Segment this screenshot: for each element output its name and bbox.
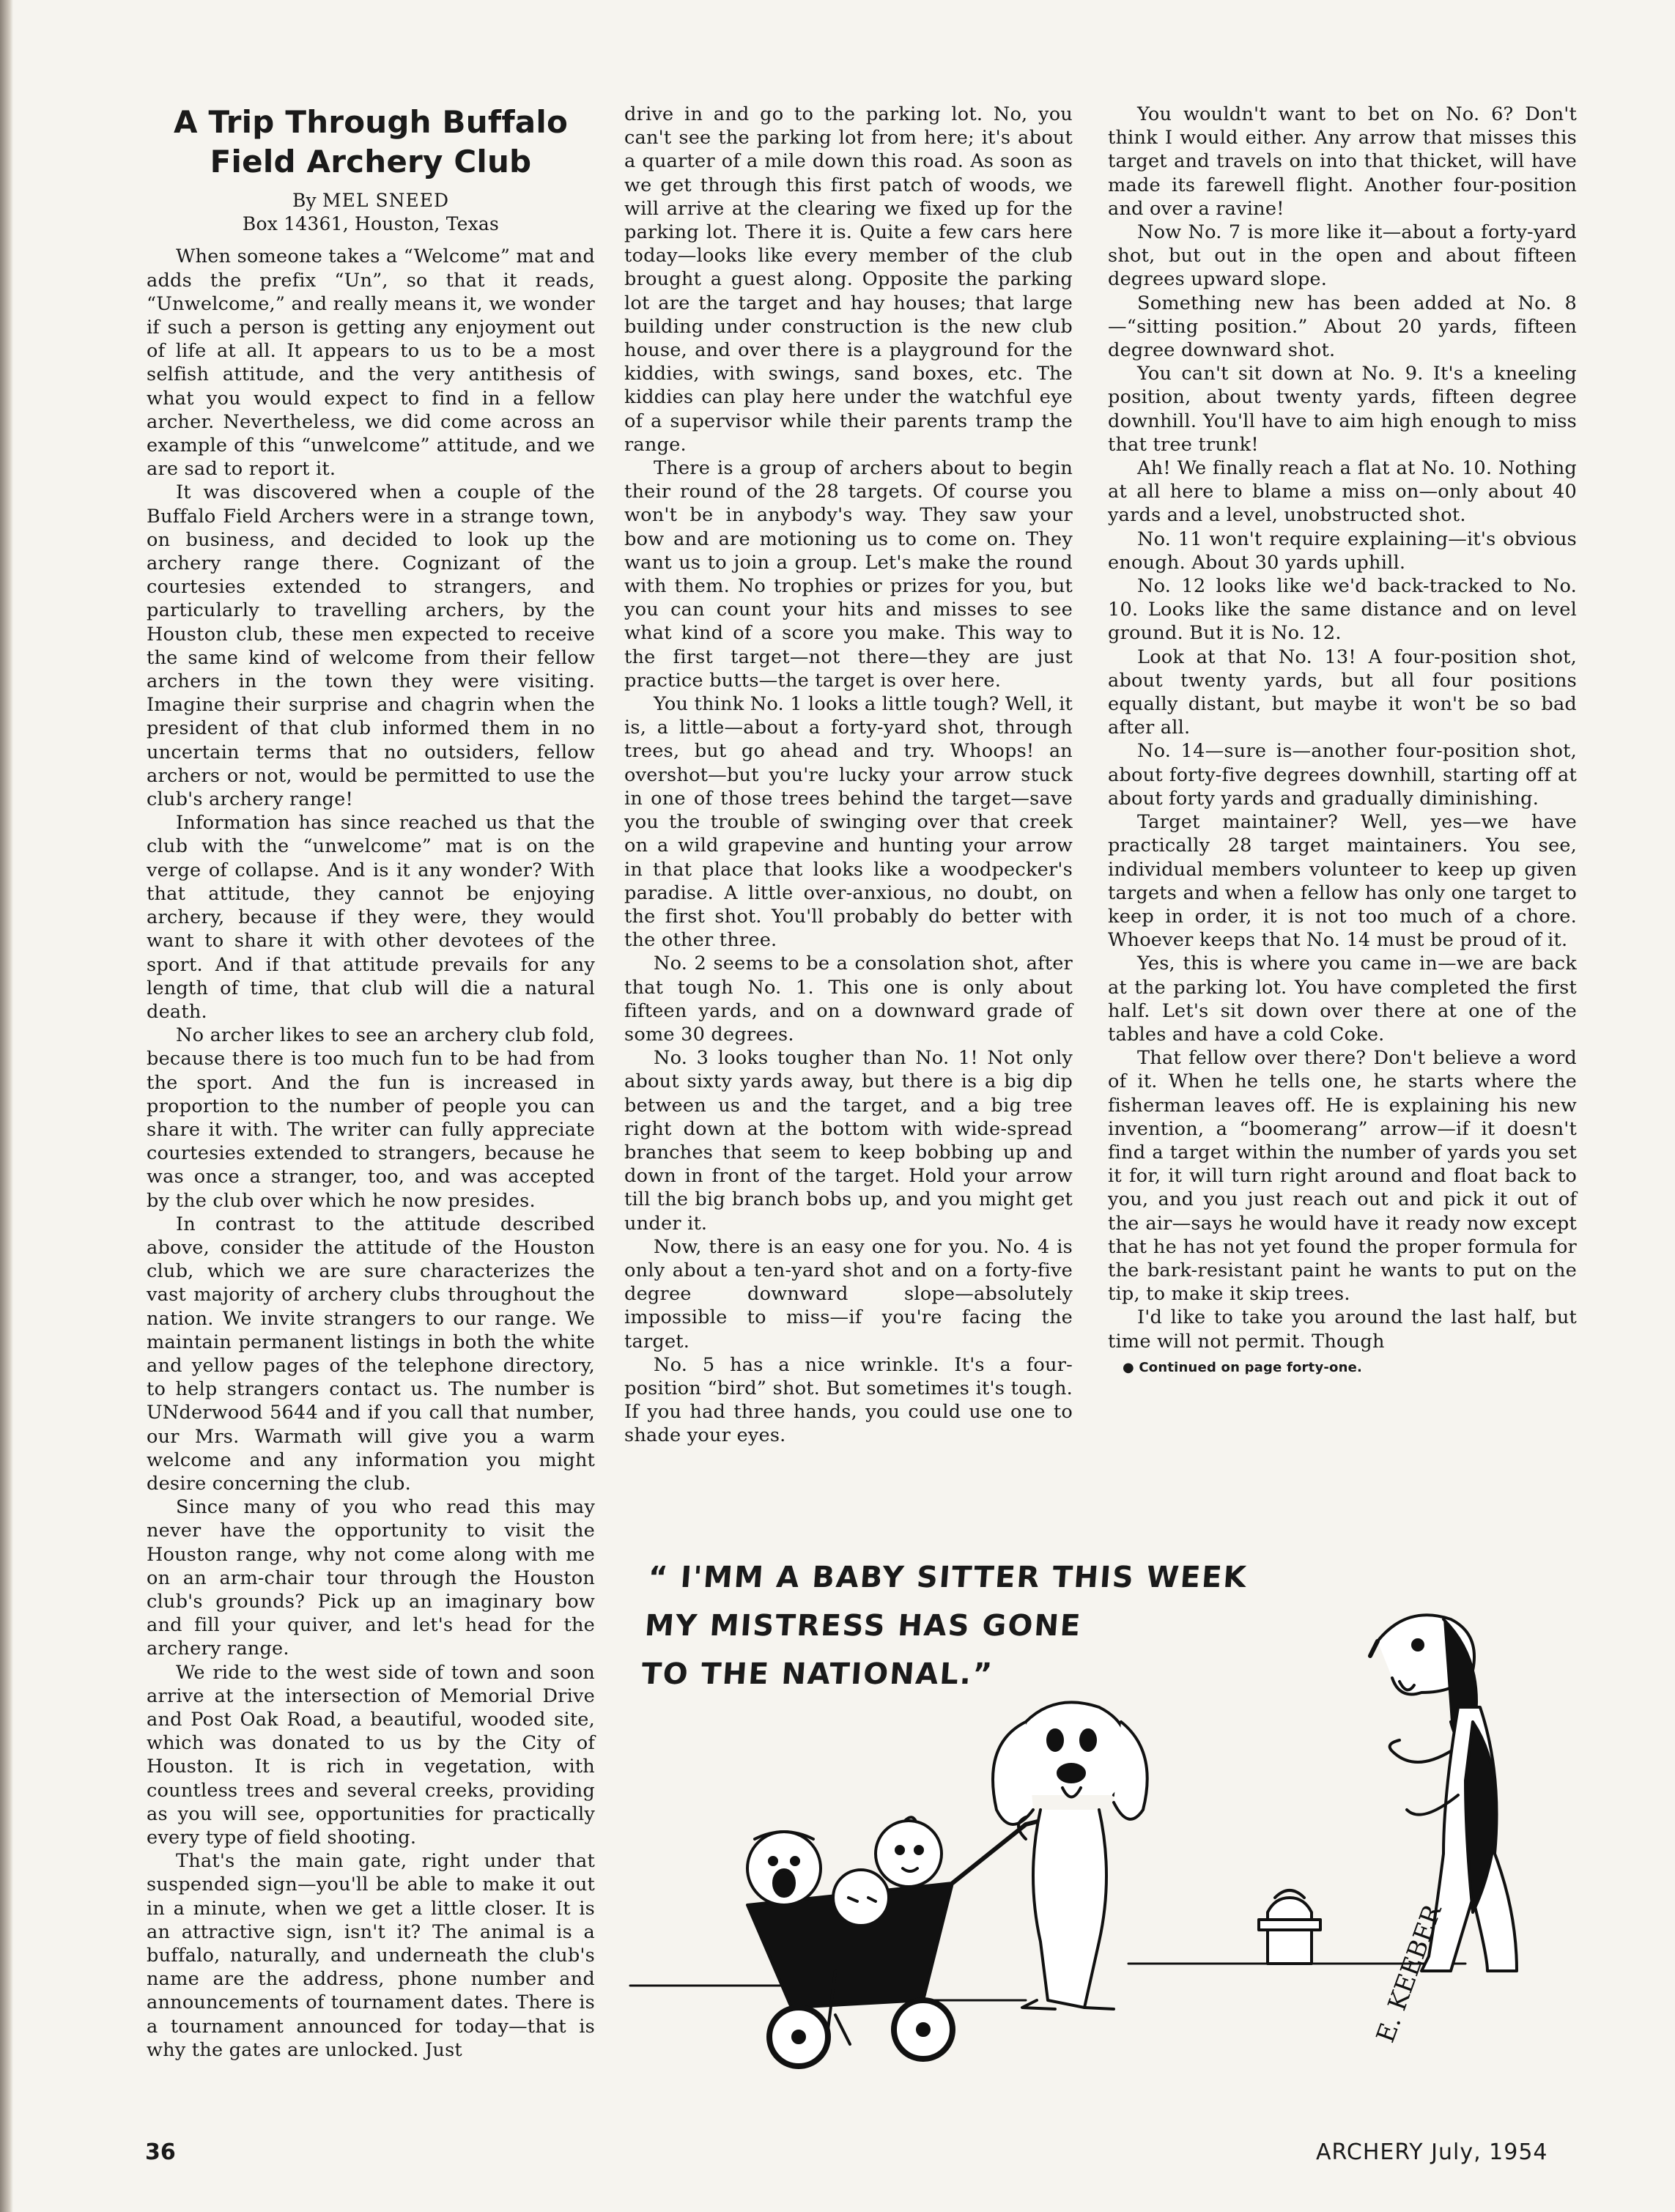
paragraph: No archer likes to see an archery club fold, because there is too much fun to be had from the sport. And the fun is increased in proportion to the number of people you can share it with. The writer can fully appreciate courtesies extended to strangers, because he was once a stranger, too, and was accepted by the club over which he now presides. (147, 1024, 595, 1212)
paragraph: In contrast to the attitude described above, consider the attitude of the Houston club, which we are sure characterizes the vast majority of archery clubs throughout the nation. We invite strangers to our range. We maintain permanent listings in both the white and yellow pages of the telephone directory, to help strangers contact us. The number is UNderwood 5644 and if you call that number, our Mrs. Warmath will give you a warm welcome and any information you might desire concerning the club. (147, 1213, 595, 1495)
paragraph: No. 11 won't require explaining—it's obvious enough. About 30 yards uphill. (1108, 528, 1577, 574)
paragraph: That's the main gate, right under that suspended sign—you'll be able to make it out in a minute, when we get a little closer. It is an attractive sign, isn't it? The animal is a buffalo, naturally, and underneath the club's name are the address, phone number and announcements of tournament dates. There is a tournament announced for today—that is why the gates are unlocked. Just (147, 1850, 595, 2061)
author-name: MEL SNEED (322, 190, 449, 211)
paragraph: You can't sit down at No. 9. It's a kneeling position, about twenty yards, fifteen degree downhill. You'll have to aim high enough to miss that tree trunk! (1108, 363, 1577, 456)
byline-prefix: By (292, 190, 317, 211)
paragraph: We ride to the west side of town and soon arrive at the intersection of Memorial Drive and Post Oak Road, a beautiful, wooded site, which was donated to us by the City of Houston. It is rich in vegetation, with countless trees and several creeks, providing as you will see, opportunities for practically every type of field shooting. (147, 1661, 595, 1849)
binding-shadow (0, 0, 13, 2212)
paragraph: Ah! We finally reach a flat at No. 10. Nothing at all here to blame a miss on—only about 40 yards and a level, unobstructed shot. (1108, 457, 1577, 527)
cartoon-caption: “ I'MM A BABY SITTER THIS WEEK MY MISTRESS HAS GONE TO THE NATIONAL.” (640, 1561, 1249, 1691)
paragraph: drive in and go to the parking lot. No, you can't see the parking lot from here; it's about a quarter of a mile down this road. As soon as we get through this first patch of woods, we will arrive at the clearing we fixed up for the parking lot. There it is. Quite a few cars here today—looks like every member of the club brought a guest along. Opposite the parking lot are the target and hay houses; that large building under construction is the new club house, and over there is a playground for the kiddies, with swings, sand boxes, etc. The kiddies can play here under the watchful eye of a supervisor while their parents tramp the range. (624, 103, 1073, 456)
article-column-2 (624, 103, 1073, 1448)
paragraph: No. 12 looks like we'd back-tracked to No. 10. Looks like the same distance and on level ground. But it is No. 12. (1108, 575, 1577, 645)
paragraph: That fellow over there? Don't believe a word of it. When he tells one, he starts where the fisherman leaves off. He is explaining his new invention, a “boomerang” arrow—if it doesn't find a target within the number of yards you set it for, it will turn right around and float back to you, and you just reach out and pick it out of the air—says he would have it ready now except that he has not yet found the proper formula for the bark-resistant paint he wants to put on the tip, to make it skip trees. (1108, 1047, 1577, 1306)
continued-note: ● Continued on page forty-one. (1123, 1359, 1363, 1375)
cartoon-illustration (615, 1531, 1583, 2088)
paragraph: No. 14—sure is—another four-position shot, about forty-five degrees downhill, starting off at about forty yards and gradually diminishing. (1108, 740, 1577, 810)
paragraph: No. 2 seems to be a consolation shot, after that tough No. 1. This one is only about fifteen yards, and on a downward grade of some 30 degrees. (624, 953, 1073, 1046)
paragraph: Target maintainer? Well, yes—we have practically 28 target maintainers. You see, individual members volunteer to keep up given targets and when a fellow has only one target to keep in order, it is not too much of a chore. Whoever keeps that No. 14 must be proud of it. (1108, 811, 1577, 952)
page-number: 36 (145, 2139, 176, 2165)
paragraph: Since many of you who read this may never have the opportunity to visit the Houston range, why not come along with me on an arm-chair tour through the Houston club's grounds? Pick up an imaginary bow and fill your quiver, and let's head for the archery range. (147, 1496, 595, 1660)
spaniel-dog (993, 1702, 1147, 2009)
paragraph: No. 3 looks tougher than No. 1! Not only about sixty yards away, but there is a big dip between us and the target, and a big tree right down at the bottom with wide-spread branches that seem to keep bobbing up and down in front of the target. Hold your arrow till the big branch bobs up, and you might get under it. (624, 1047, 1073, 1235)
paragraph: There is a group of archers about to begin their round of the 28 targets. Of course you won't be in anybody's way. They saw your bow and are motioning us to come on. They want us to join a group. Let's make the round with them. No trophies or prizes for you, but you can count your hits and misses to see what kind of a score you make. This way to the first target—not there—they are just practice butts—the target is over here. (624, 457, 1073, 692)
author-address: Box 14361, Houston, Texas (242, 213, 500, 235)
paragraph: Now, there is an easy one for you. No. 4 is only about a ten-yard shot and on a forty-five degree downward slope—absolutely impossible to miss—if you're facing the target. (624, 1235, 1073, 1353)
paragraph: Something new has been added at No. 8—“sitting position.” About 20 yards, fifteen degree downward shot. (1108, 292, 1577, 362)
article-column-3 (1108, 103, 1577, 1380)
paragraph: Information has since reached us that the club with the “unwelcome” mat is on the verge of collapse. And is it any wonder? With that attitude, they cannot be enjoying archery, because if they were, they would want to share it with other devotees of the sport. And if that attitude prevails for any length of time, that club will die a natural death. (147, 812, 595, 1023)
paragraph: No. 5 has a nice wrinkle. It's a four-position “bird” shot. But sometimes it's tough. If you had three hands, you could use one to shade your eyes. (624, 1353, 1073, 1447)
byline (147, 189, 595, 212)
paragraph: Look at that No. 13! A four-position shot, about twenty yards, but all four positions equally distant, but maybe it won't be so bad after all. (1108, 646, 1577, 739)
paragraph: Now No. 7 is more like it—about a forty-yard shot, but out in the open and about fifteen degrees upward slope. (1108, 221, 1577, 291)
running-footer: ARCHERY July, 1954 (1316, 2139, 1548, 2165)
paragraph: I'd like to take you around the last half, but time will not permit. Though (1108, 1306, 1577, 1353)
paragraph: When someone takes a “Welcome” mat and adds the prefix “Un”, so that it reads, “Unwelcome,” and really means it, we wonder if such a person is getting any enjoyment out of life at all. It appears to us to be a most selfish attitude, and the very antithesis of what you would expect to find in a fellow archer. Nevertheless, we did come across an example of this “unwelcome” attitude, and we are sad to report it. (147, 245, 595, 481)
artist-signature: E. KEEBER (1370, 1901, 1448, 2047)
paragraph: You wouldn't want to bet on No. 6? Don't think I would either. Any arrow that misses this target and travels on into that thicket, will have made its farewell flight. Another four-position and over a ravine! (1108, 103, 1577, 220)
paragraph: You think No. 1 looks a little tough? Well, it is, a little—about a forty-yard shot, through trees, but go ahead and try. Whoops! an overshot—but you're lucky your arrow stuck in one of those trees behind the target—save you the trouble of swinging over that creek on a wild grapevine and hunting your arrow in that place that looks like a woodpecker's paradise. A little over-anxious, no doubt, on the first shot. You'll probably do better with the other three. (624, 693, 1073, 952)
paragraph: It was discovered when a couple of the Buffalo Field Archers were in a strange town, on business, and decided to look up the archery range there. Cognizant of the courtesies extended to strangers, and particularly to travelling archers, by the Houston club, these men expected to receive the same kind of welcome from their fellow archers in the town they were visiting. Imagine their surprise and chagrin when the president of that club informed them in no uncertain terms that no outsiders, fellow archers or not, would be permitted to use the club's archery range! (147, 481, 595, 811)
paragraph: Yes, this is where you came in—we are back at the parking lot. You have completed the first half. Let's sit down over there at one of the tables and have a cold Coke. (1108, 953, 1577, 1046)
article-title: A Trip Through Buffalo Field Archery Club (173, 104, 568, 180)
fire-hydrant-icon (1259, 1890, 1320, 1964)
article-column-1 (147, 103, 595, 2062)
